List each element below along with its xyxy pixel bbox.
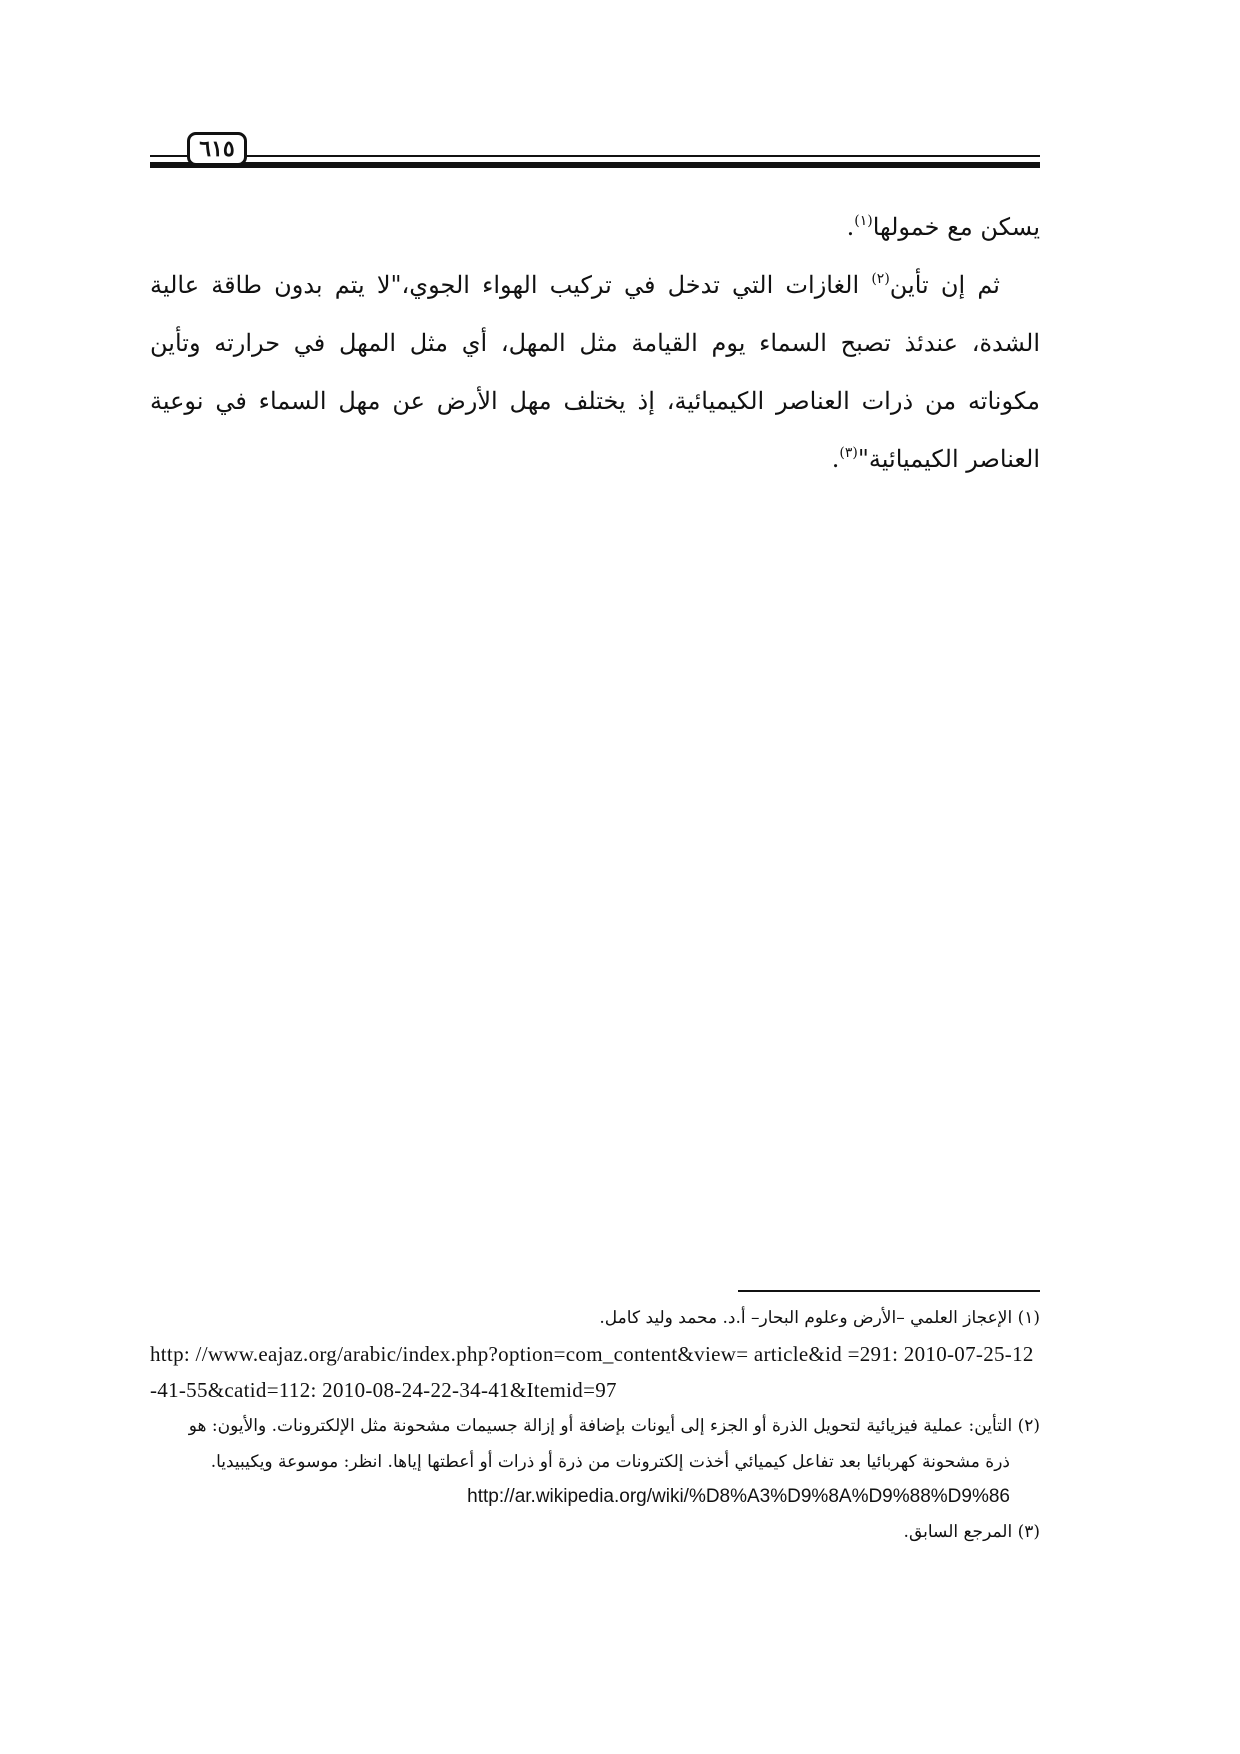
footnote-2-line-2: ذرة مشحونة كهربائيا بعد تفاعل كيميائي أخذت إلكترونات من ذرة أو ذرات أو أعطتها إياها. انظر: موسوعة ويكيبيديا.: [210, 1452, 1010, 1472]
paragraph-1: [150, 198, 1040, 256]
paragraph-1-end: .: [846, 213, 855, 241]
footnote-separator: [738, 1290, 1040, 1292]
paragraph-2-body: الغازات التي تدخل في تركيب الهواء الجوي،"لا يتم بدون طاقة عالية الشدة، عندئذ تصبح السماء يوم القيامة مثل المهل، أي مثل المهل في حرارته وتأين مكوناته من ذرات العناصر الكيميائية، إذ يختلف مهل الأرض عن مهل السماء في نوعية العناصر الكيميائية": [150, 271, 1041, 473]
paragraph-1-text: يسكن مع خمولها: [872, 213, 1040, 241]
footnote-3: (٣) المرجع السابق.: [903, 1522, 1040, 1542]
footnote-1-url[interactable]: http: //www.eajaz.org/arabic/index.php?option=com_content&view= article&id =291: 2010-07-25-12-41-55&catid=112: 2010-08-24-22-34-41&Itemid=97: [150, 1342, 1034, 1402]
paragraph-2-start: ثم إن تأين: [889, 271, 1000, 299]
paragraph-2: [150, 256, 1040, 488]
footnotes: [150, 1300, 1040, 1550]
footnote-ref-3[interactable]: (٣): [839, 445, 858, 461]
footnote-ref-2[interactable]: (٢): [871, 271, 890, 287]
footnote-2-line-1: (٢) التأين: عملية فيزيائية لتحويل الذرة أو الجزء إلى أيونات بإضافة أو إزالة جسيمات مشحونة مثل الإلكترونات. والأيون: هو: [188, 1416, 1040, 1436]
footnote-1: (١) الإعجاز العلمي –الأرض وعلوم البحار– أ.د. محمد وليد كامل.: [599, 1308, 1040, 1328]
paragraph-2-end: .: [831, 445, 840, 473]
page-number: [187, 132, 247, 166]
footnote-ref-1[interactable]: (١): [854, 213, 873, 229]
header-thin-rule: [150, 155, 1040, 157]
footnote-2: [150, 1408, 1040, 1480]
header-thick-rule: [150, 162, 1040, 168]
page-number-text: ٦١٥: [199, 136, 235, 162]
footnote-2-url[interactable]: http://ar.wikipedia.org/wiki/%D8%A3%D9%8A%D9%88%D9%86: [467, 1486, 1010, 1507]
main-text: [150, 198, 1040, 488]
page-header: [150, 130, 1040, 170]
